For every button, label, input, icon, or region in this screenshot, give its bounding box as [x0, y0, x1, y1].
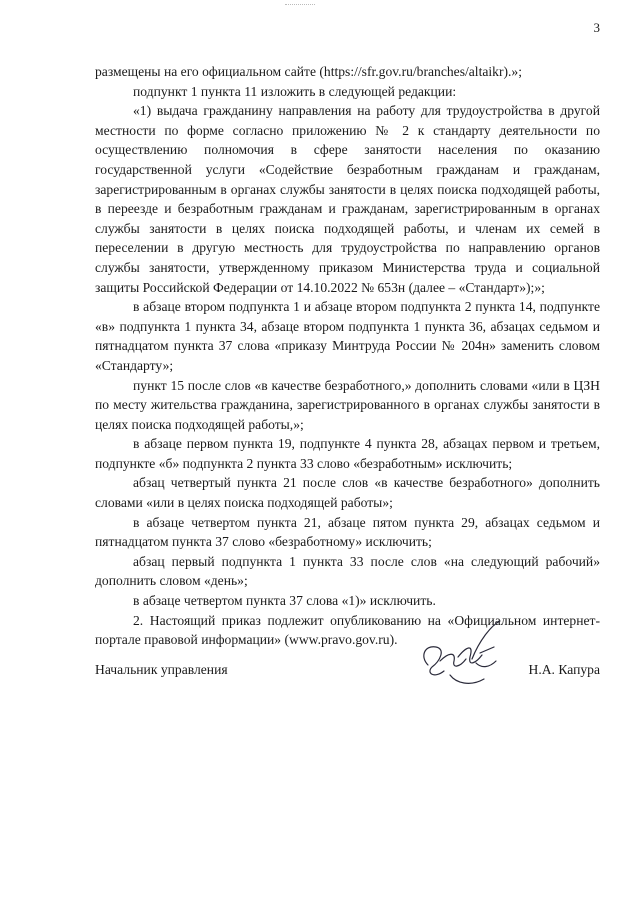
- paragraph-3: «1) выдача гражданину направления на работу для трудоустройства в другой местности по форме согласно приложению № 2 к стандарту деятельности по осуществлению полномочия в сфере занятости населения по оказанию государственной услуги «Содействие безработным гражданам и гражданам, зарегистрированным в органах службы занятости в целях поиска подходящей работы, в переезде и безработным гражданам и гражданам, зарегистрированным в органах службы занятости в целях поиска подходящей работы, и членам их семей в переселении в другую местность для трудоустройства по направлению органов службы занятости, утвержденному приказом Министерства труда и социальной защиты Российской Федерации от 14.10.2022 № 653н (далее – «Стандарт»);»;: [95, 103, 600, 295]
- paragraph-11: 2. Настоящий приказ подлежит опубликованию на «Официальном интернет-портале правовой информации» (www.pravo.gov.ru).: [95, 612, 600, 648]
- handwritten-signature: [410, 617, 510, 697]
- top-margin-mark: [285, 4, 315, 5]
- paragraph-7: абзац четвертый пункта 21 после слов «в качестве безработного» дополнить словами «или в целях поиска подходящей работы»;: [95, 475, 600, 511]
- paragraph-8: в абзаце четвертом пункта 21, абзаце пятом пункта 29, абзацах седьмом и пятнадцатом пункта 37 слово «безработному» исключить;: [95, 514, 600, 550]
- paragraph-6: в абзаце первом пункта 19, подпункте 4 пункта 28, абзацах первом и третьем, подпункте «б» подпункта 2 пункта 33 слово «безработным» исключить;: [95, 436, 600, 471]
- signatory-name: Н.А. Капура: [528, 662, 600, 677]
- paragraph-10: в абзаце четвертом пункта 37 слова «1)» исключить.: [133, 593, 436, 609]
- paragraph-2: подпункт 1 пункта 11 изложить в следующей редакции:: [133, 83, 457, 99]
- paragraph-4: в абзаце втором подпункта 1 и абзаце втором подпункта 2 пункта 14, подпункте «в» подпункта 1 пункта 34, абзаце втором подпункта 1 пункта 36, абзацах седьмом и пятнадцатом пункта 37 слова «приказу Минтруда России № 204н» заменить словом «Стандарту»;: [95, 299, 600, 373]
- paragraph-5: пункт 15 после слов «в качестве безработного,» дополнить словами «или в ЦЗН по месту жительства гражданина, зарегистрированного в органах службы занятости в целях поиска подходящей работы,»;: [95, 377, 600, 432]
- paragraph-9: абзац первый подпункта 1 пункта 33 после слов «на следующий рабочий» дополнить словом «день»;: [95, 553, 600, 589]
- paragraph-1: размещены на его официальном сайте (https://sfr.gov.ru/branches/altaikr).»;: [95, 64, 522, 79]
- signatory-position: Начальник управления: [95, 662, 228, 677]
- document-body: [95, 62, 600, 650]
- page-number: 3: [593, 20, 600, 35]
